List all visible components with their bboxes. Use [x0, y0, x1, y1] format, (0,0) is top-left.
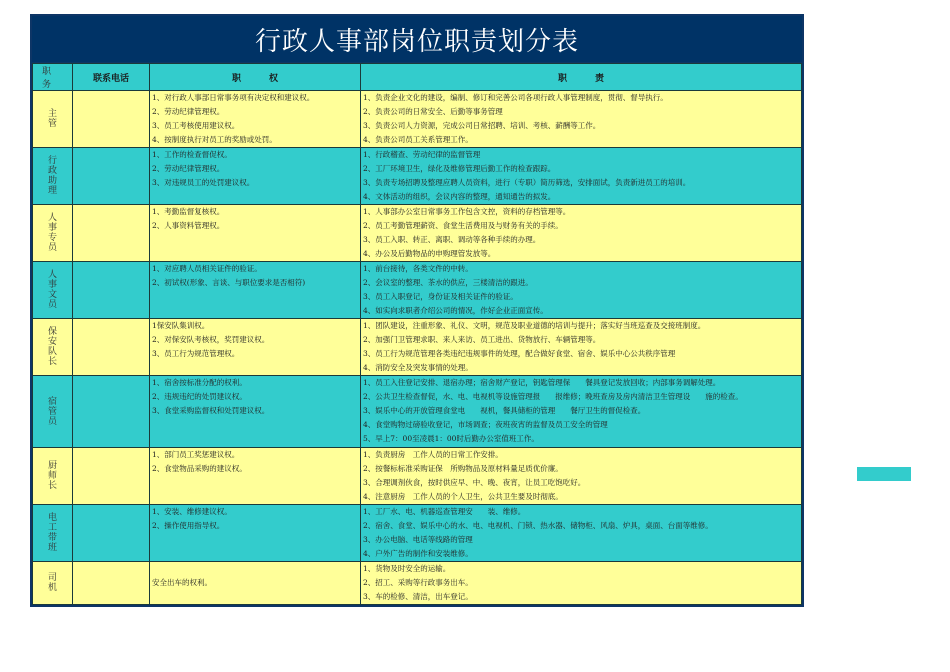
duties-item: 2、招工、采购等行政事务出车。	[363, 578, 473, 587]
rights-cell[interactable]	[150, 376, 361, 448]
duties-cell[interactable]	[361, 448, 802, 505]
rights-item: 3、食堂采购监督权和处罚建议权。	[152, 406, 270, 415]
rights-item: 2、初试权(形象、言谈、与职位要求是否相符)	[152, 278, 306, 287]
rights-cell[interactable]	[150, 148, 361, 205]
duties-cell[interactable]	[361, 562, 802, 605]
duties-cell[interactable]	[361, 319, 802, 376]
phone-cell[interactable]	[73, 448, 150, 505]
duties-item: 3、负责专场招聘及整理应聘人员资料，进行（专职）简历筛选，安排面试，负责新进员工的培训。	[363, 178, 691, 187]
table-row	[33, 148, 802, 205]
rights-item: 2、劳动纪律管理权。	[152, 164, 225, 173]
role-label: 人事专员	[47, 213, 57, 253]
header-phone[interactable]: 联系电话	[73, 64, 150, 91]
duties-cell[interactable]	[361, 205, 802, 262]
duties-cell[interactable]	[361, 148, 802, 205]
role-cell[interactable]	[33, 505, 73, 562]
rights-item: 1、对应聘人员相关证件的验证。	[152, 264, 262, 273]
table-row	[33, 205, 802, 262]
duties-cell[interactable]	[361, 376, 802, 448]
side-teal-tab	[857, 467, 911, 481]
duties-item: 2、负责公司的日常安全、后勤等事务管理	[363, 107, 503, 116]
table-row	[33, 562, 802, 605]
rights-cell[interactable]	[150, 205, 361, 262]
duties-item: 3、合理调剂伙食，按时供应早、中、晚、夜宵，让员工吃饱吃好。	[363, 478, 586, 487]
duties-item: 3、员工入职登记，身份证及相关证件的验证。	[363, 292, 518, 301]
duties-item: 4、注意厨房 工作人员的个人卫生，公共卫生要及时彻底。	[363, 492, 563, 501]
rights-cell[interactable]	[150, 562, 361, 605]
header-row	[33, 64, 802, 91]
duties-item: 1、员工入住登记安排、退宿办理；宿舍财产登记，钥匙管理保 餐具登记发放回收；内部事务调解处理。	[363, 378, 721, 387]
duties-item: 3、负责公司人力资源，完成公司日常招聘、培训、考核、薪酬等工作。	[363, 121, 601, 130]
rights-item: 3、对违规员工的处罚建议权。	[152, 178, 255, 187]
role-cell[interactable]	[33, 319, 73, 376]
role-label: 行政助理	[47, 156, 57, 196]
rights-cell[interactable]	[150, 262, 361, 319]
table-row	[33, 319, 802, 376]
duties-item: 3、办公电脑、电话等线路的管理	[363, 535, 473, 544]
rights-item: 1、考勤监督复核权。	[152, 207, 225, 216]
sheet-title: 行政人事部岗位职责划分表	[32, 16, 802, 63]
duties-item: 2、工厂环境卫生，绿化及维修管理后勤工作的检查跟踪。	[363, 164, 556, 173]
role-label: 主管	[47, 109, 57, 129]
duties-item: 1、团队建设，注重形象、礼仪、文明，规范及职业道德的培训与提升；落实好当班巡查及交接班制度。	[363, 321, 706, 330]
role-cell[interactable]	[33, 148, 73, 205]
rights-item: 1、工作的检查督促权。	[152, 150, 232, 159]
header-role[interactable]: 职 务	[33, 64, 73, 91]
rights-cell[interactable]	[150, 319, 361, 376]
phone-cell[interactable]	[73, 562, 150, 605]
rights-item: 2、食堂物品采购的建议权。	[152, 464, 247, 473]
rights-item: 2、人事资料管理权。	[152, 221, 225, 230]
role-label: 厨师长	[47, 461, 57, 491]
rights-item: 1、宿舍按标准分配的权利。	[152, 378, 247, 387]
duties-item: 2、公共卫生检查督促，水、电、电视机等设施管理报 报维修；晚班查房及房内清洁卫生管理设 施的检查。	[363, 392, 743, 401]
rights-item: 4、按制度执行对员工的奖励或处罚。	[152, 135, 277, 144]
role-cell[interactable]	[33, 262, 73, 319]
duties-item: 3、车的检修、清洁，出车登记。	[363, 592, 473, 601]
duties-item: 2、员工考勤管理薪资、食堂生活费用及与财务有关的手续。	[363, 221, 563, 230]
phone-cell[interactable]	[73, 148, 150, 205]
header-duties[interactable]: 职责	[361, 64, 802, 91]
rights-item: 1保安队集训权。	[152, 321, 210, 330]
header-rights[interactable]: 职权	[150, 64, 361, 91]
phone-cell[interactable]	[73, 205, 150, 262]
duties-item: 1、负责企业文化的建设，编制、修订和完善公司各项行政人事管理制度，贯彻、督导执行。	[363, 93, 668, 102]
rights-item: 3、员工考核使用建议权。	[152, 121, 240, 130]
duties-cell[interactable]	[361, 262, 802, 319]
rights-item: 1、对行政人事部日常事务项有决定权和建议权。	[152, 93, 315, 102]
role-label: 保安队长	[47, 327, 57, 367]
duties-item: 1、行政稽查、劳动纪律的监督管理	[363, 150, 481, 159]
duties-item: 1、工厂水、电、机器巡查管理安 装、维修。	[363, 507, 526, 516]
role-cell[interactable]	[33, 562, 73, 605]
duties-item: 5、早上7：00至凌晨1：00时后勤办公室值班工作。	[363, 434, 539, 443]
duties-item: 4、食堂购物过磅验收登记，市场调查；夜班夜宵的监督及员工安全的管理	[363, 420, 608, 429]
rights-item: 3、员工行为规范管理权。	[152, 349, 240, 358]
role-label: 电工带班	[47, 513, 57, 553]
role-cell[interactable]	[33, 205, 73, 262]
duties-item: 3、员工行为规范管理各类违纪违规事件的处理，配合做好食堂、宿舍、娱乐中心公共秩序管理	[363, 349, 676, 358]
rights-item: 2、劳动纪律管理权。	[152, 107, 225, 116]
duties-item: 1、人事部办公室日常事务工作包含文控，资料的存档管理等。	[363, 207, 571, 216]
duties-item: 4、消防安全及突发事情的处理。	[363, 363, 473, 372]
rights-item: 2、操作使用指导权。	[152, 521, 225, 530]
role-label: 司机	[47, 573, 57, 593]
role-cell[interactable]	[33, 91, 73, 148]
rights-item: 安全出车的权利。	[152, 578, 212, 587]
table-row	[33, 91, 802, 148]
duties-item: 2、宿舍、食堂、娱乐中心的水、电、电视机、门锁、热水器、储物柜、风扇、炉具，桌面、台面等维修。	[363, 521, 713, 530]
duties-item: 1、前台接待，各类文件的中转。	[363, 264, 473, 273]
rights-item: 2、对保安队考核权，奖罚建议权。	[152, 335, 270, 344]
duties-item: 2、会议室的整理、茶水的供应，三楼清洁的跟进。	[363, 278, 533, 287]
rights-item: 1、安装、维修建议权。	[152, 507, 232, 516]
duties-item: 4、如实向求职者介绍公司的情况，作好企业正面宣传。	[363, 306, 548, 315]
phone-cell[interactable]	[73, 505, 150, 562]
rights-item: 1、部门员工奖惩建议权。	[152, 450, 240, 459]
role-cell[interactable]	[33, 448, 73, 505]
role-label: 宿管员	[47, 396, 57, 427]
duties-item: 4、负责公司员工关系管理工作。	[363, 135, 473, 144]
role-label: 人事文员	[47, 270, 57, 310]
duties-cell[interactable]	[361, 91, 802, 148]
duties-item: 3、娱乐中心的开放管理食堂电 视机，餐具储柜的管理 餐厅卫生的督促检查。	[363, 406, 646, 415]
phone-cell[interactable]	[73, 262, 150, 319]
duties-item: 2、按餐标标准采购证保 所购物品及原材料量足质优价廉。	[363, 464, 563, 473]
duties-table	[32, 63, 802, 605]
phone-cell[interactable]	[73, 91, 150, 148]
duties-item: 4、户外广告的制作和安装维修。	[363, 549, 473, 558]
table-row	[33, 505, 802, 562]
table-row	[33, 262, 802, 319]
phone-cell[interactable]	[73, 319, 150, 376]
duties-item: 1、货物及时安全的运输。	[363, 564, 451, 573]
duties-item: 1、负责厨房 工作人员的日常工作安排。	[363, 450, 503, 459]
spreadsheet-table-container	[30, 14, 804, 607]
phone-cell[interactable]	[73, 376, 150, 448]
rights-item: 2、违规违纪的处罚建议权。	[152, 392, 247, 401]
table-row	[33, 448, 802, 505]
duties-item: 3、员工入职、转正、离职、调动等各种手续的办理。	[363, 235, 541, 244]
duties-cell[interactable]	[361, 505, 802, 562]
rights-cell[interactable]	[150, 505, 361, 562]
rights-cell[interactable]	[150, 91, 361, 148]
duties-item: 2、加强门卫管理求职、来人来访、员工进出、货物放行、车辆管理等。	[363, 335, 601, 344]
duties-item: 4、文体活动的组织，会议内容的整理，通知通告的拟发。	[363, 192, 556, 201]
duties-item: 4、办公及后勤物品的申购理管发放等。	[363, 249, 496, 258]
role-cell[interactable]	[33, 376, 73, 448]
rights-cell[interactable]	[150, 448, 361, 505]
table-row	[33, 376, 802, 448]
